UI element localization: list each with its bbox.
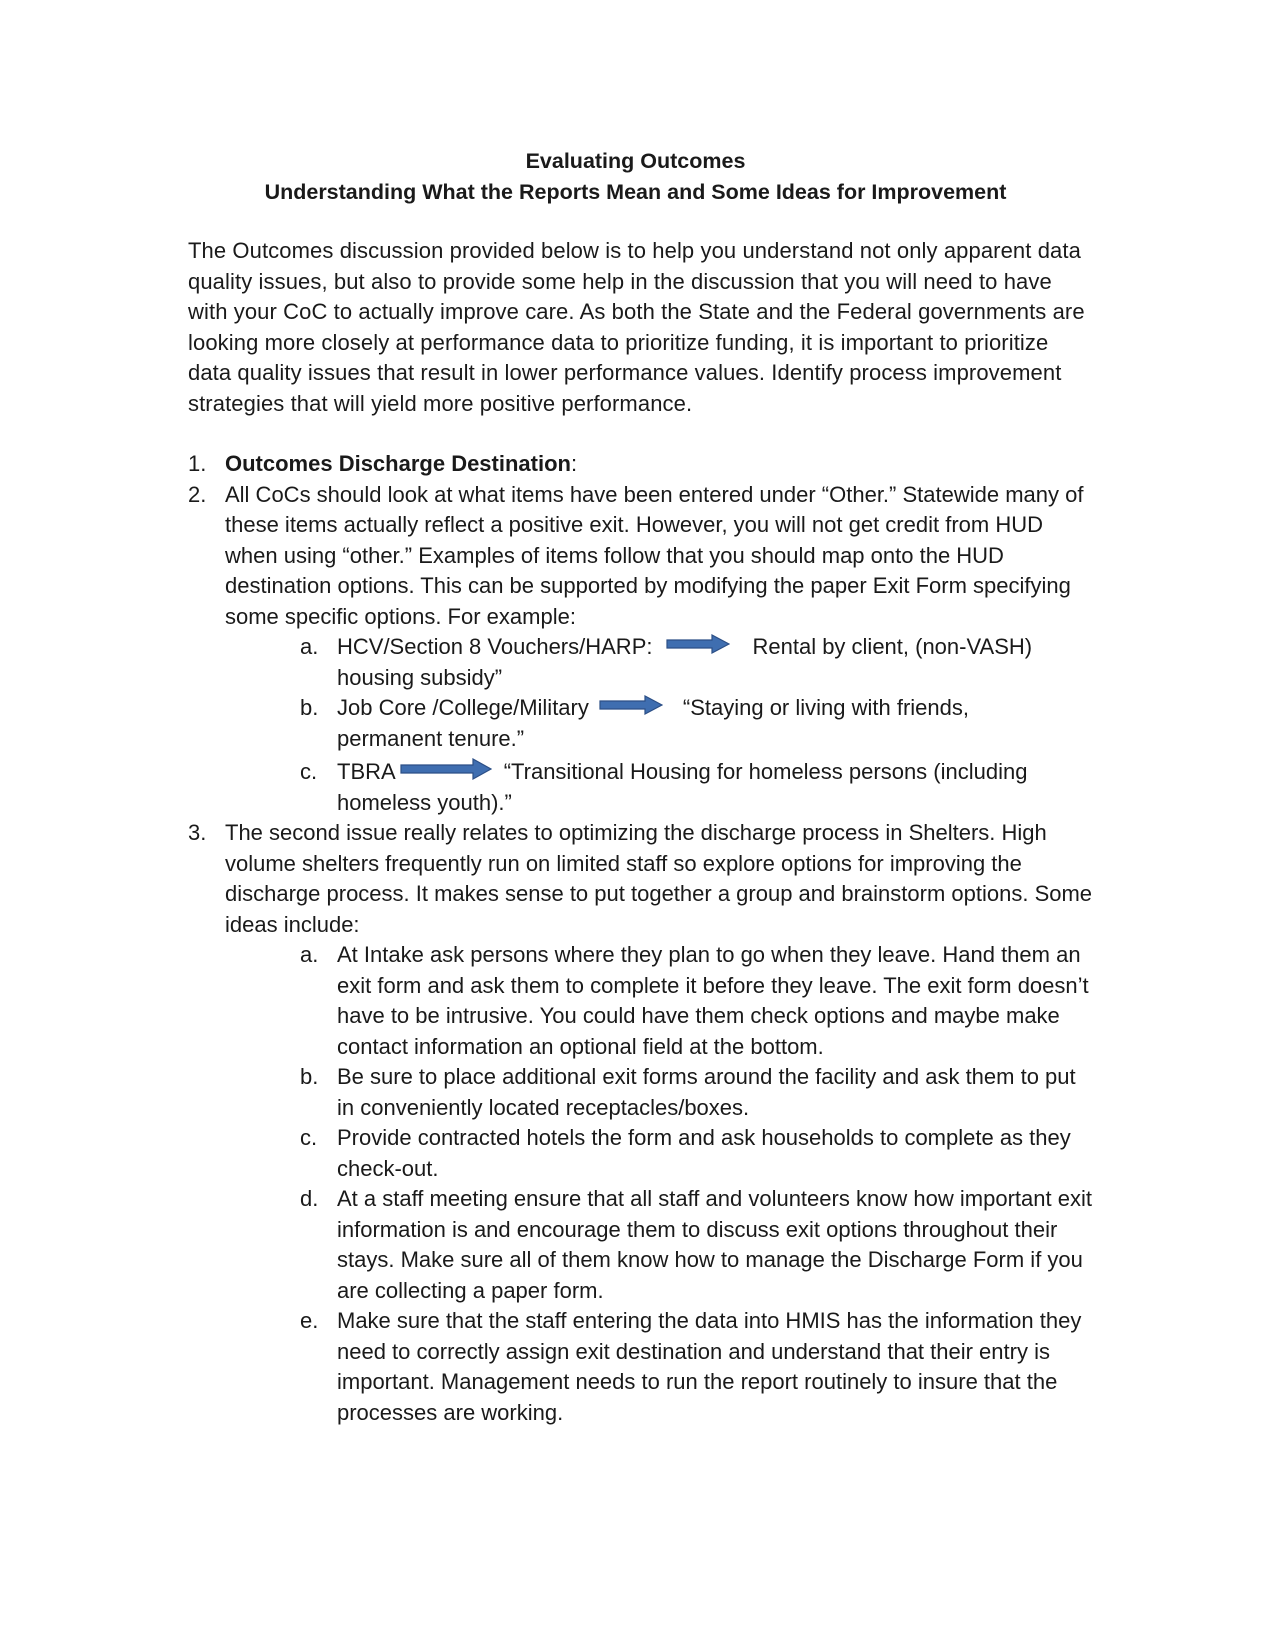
item-number: 2.	[188, 481, 207, 507]
mapping-letter: c.	[300, 759, 318, 784]
mapping-source: TBRA	[337, 759, 396, 784]
arrow-icon	[599, 695, 663, 715]
mapping-item	[188, 757, 1093, 818]
item-text: The second issue really relates to optimizing the discharge process in Shelters. High volume shelters frequently run on limited staff so explore options for improving the discharge process. It makes sense to put together a group and brainstorm options. Some ideas include:	[225, 820, 1093, 937]
mapping-target-continued: permanent tenure.”	[337, 725, 525, 751]
item-text: All CoCs should look at what items have been entered under “Other.” Statewide many of these items actually reflect a positive exit. However, you will not get credit from HUD when using “other.” Examples of items follow that you should map onto the HUD destination options. This can be supported by modifying the paper Exit Form specifying some specific options. For example:	[225, 481, 1084, 629]
idea-text: Be sure to place additional exit forms around the facility and ask them to put in conveniently located receptacles/boxes.	[337, 1064, 1076, 1120]
list-item	[188, 480, 1093, 633]
idea-item	[188, 1062, 1093, 1123]
idea-letter: c.	[300, 1125, 318, 1150]
mapping-item	[188, 632, 1093, 693]
item-number: 1.	[188, 451, 207, 476]
mapping-letter: a.	[300, 634, 319, 659]
idea-letter: d.	[300, 1186, 319, 1211]
mapping-target-continued: homeless youth).”	[337, 789, 512, 815]
idea-item	[188, 1184, 1093, 1306]
intro-paragraph: The Outcomes discussion provided below is to help you understand not only apparent data quality issues, but also to provide some help in the discussion that you will need to have with your CoC to actually improve care. As both the State and the Federal governments are looking more closely at performance data to prioritize funding, it is important to prioritize data quality issues that result in lower performance values. Identify process improvement strategies that will yield more positive performance.	[188, 238, 1085, 416]
item-number: 3.	[188, 820, 207, 845]
list-item	[188, 818, 1093, 940]
document-page	[188, 146, 1093, 1428]
idea-text: At Intake ask persons where they plan to go when they leave. Hand them an exit form and ask them to complete it before they leave. The exit form doesn’t have to be intrusive. You could have them check options and maybe make contact information an optional field at the bottom.	[337, 942, 1089, 1059]
idea-item	[188, 1123, 1093, 1184]
mapping-target-continued: housing subsidy”	[337, 664, 503, 690]
mapping-source: Job Core /College/Military	[337, 695, 589, 720]
idea-text: At a staff meeting ensure that all staff and volunteers know how important exit information is and encourage them to discuss exit options throughout their stays. Make sure all of them know how to manage the Discharge Form if you are collecting a paper form.	[337, 1186, 1092, 1303]
title-line-2: Understanding What the Reports Mean and Some Ideas for Improvement	[264, 179, 1007, 204]
item-heading-colon: :	[570, 451, 578, 476]
document-title	[178, 146, 1093, 207]
title-line-1: Evaluating Outcomes	[525, 149, 746, 173]
mapping-letter: b.	[300, 695, 319, 720]
arrow-icon	[666, 634, 730, 654]
idea-item	[188, 940, 1093, 1062]
idea-item	[188, 1306, 1093, 1428]
idea-letter: e.	[300, 1308, 319, 1333]
idea-text: Provide contracted hotels the form and ask households to complete as they check-out.	[337, 1125, 1071, 1181]
mapping-target: “Transitional Housing for homeless persons (including	[503, 759, 1028, 784]
numbered-list	[188, 449, 1093, 1428]
mapping-item	[188, 693, 1093, 754]
mapping-target: “Staying or living with friends,	[682, 695, 969, 720]
item-heading: Outcomes Discharge Destination	[225, 451, 571, 476]
idea-letter: b.	[300, 1064, 319, 1089]
mapping-target: Rental by client, (non-VASH)	[752, 634, 1033, 659]
idea-letter: a.	[300, 942, 319, 967]
mapping-source: HCV/Section 8 Vouchers/HARP:	[337, 634, 653, 659]
idea-text: Make sure that the staff entering the data into HMIS has the information they need to correctly assign exit destination and understand that their entry is important. Management needs to run the report routinely to insure that the processes are working.	[337, 1308, 1082, 1425]
list-item	[188, 449, 1093, 480]
arrow-icon	[400, 758, 492, 780]
